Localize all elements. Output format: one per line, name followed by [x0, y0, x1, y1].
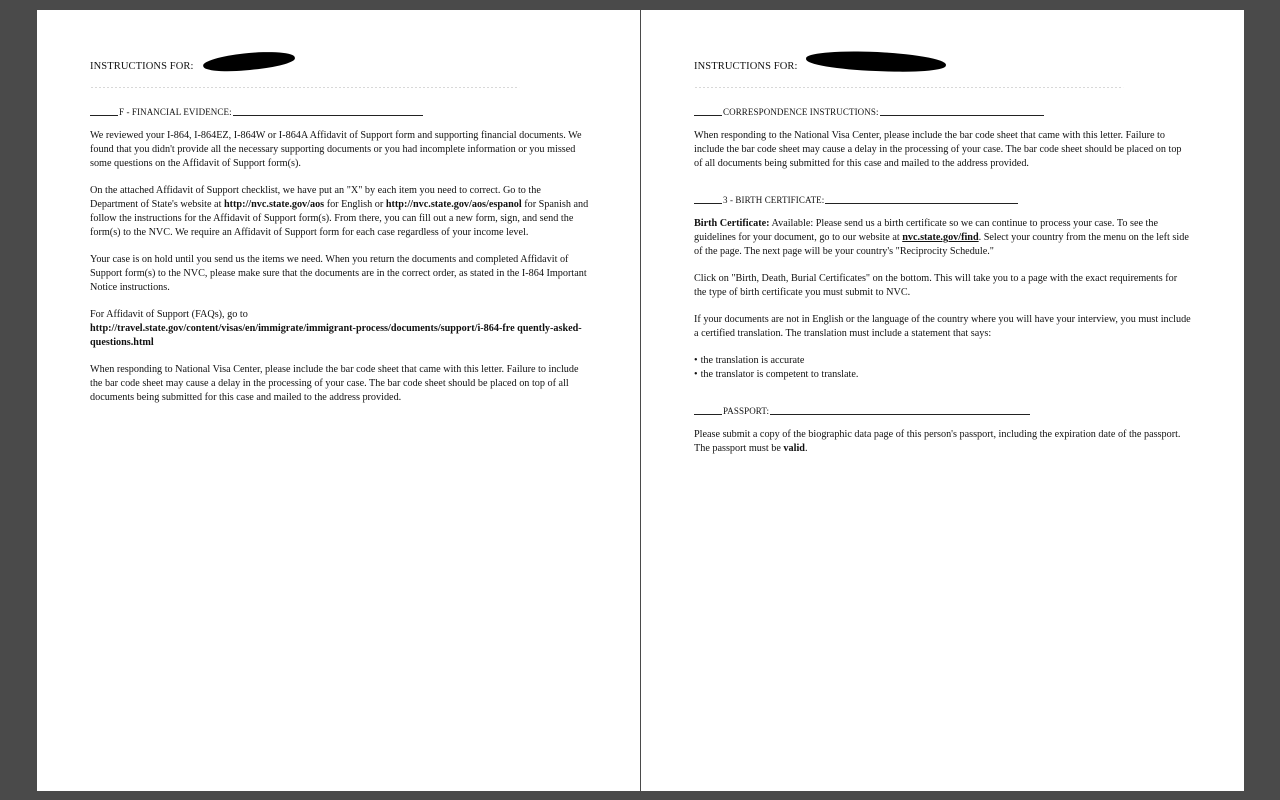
page-header: [694, 56, 1192, 74]
header-text: INSTRUCTIONS FOR:: [90, 61, 194, 72]
underline-trail: [770, 414, 1030, 415]
paragraph-review: We reviewed your I-864, I-864EZ, I-864W or I-864A Affidavit of Support form and supporting financial documents. We found that you didn't provide all the necessary supporting documents or you had incomplete information or you missed some questions on the Affidavit of Support form(s).: [90, 130, 582, 169]
text-span: .: [804, 443, 808, 454]
text-span: . Select your country from the menu on the left side of the page. The next page will be your country's "Reciprocity Schedule.": [694, 232, 1189, 257]
text-span: On the attached Affidavit of Support checklist, we have put an "X" by each item you need to correct. Go to the Department of State's website at: [90, 185, 541, 210]
link-faqs: http://travel.state.gov/content/visas/en/immigrate/immigrant-process/documents/support/i-864-fre quently-asked-questions.html: [90, 323, 582, 348]
link-aos-spanish: http://nvc.state.gov/aos/espanol: [385, 199, 522, 210]
header-text: INSTRUCTIONS FOR:: [694, 61, 798, 72]
link-nvc-find[interactable]: nvc.state.gov/find: [902, 232, 979, 243]
birth-certificate-label: Birth Certificate:: [694, 218, 770, 229]
link-aos-english: http://nvc.state.gov/aos: [223, 199, 325, 210]
section-title-correspondence: [694, 107, 1192, 117]
section-title-financial-evidence: [90, 107, 590, 117]
underline-lead: [90, 115, 118, 116]
redaction-mark: [806, 50, 947, 74]
section-label: PASSPORT:: [723, 406, 770, 416]
underline-lead: [694, 414, 722, 415]
section-title-passport: [694, 406, 1192, 416]
section-label: F - FINANCIAL EVIDENCE:: [119, 107, 232, 117]
paragraph-on-hold: Your case is on hold until you send us the items we need. When you return the documents and completed Affidavit of Support form(s) to the NVC, please make sure that the documents are in the correct order, as stated in the I-864 Important Notice instructions.: [90, 254, 587, 293]
page-content: [90, 56, 590, 405]
text-span: for English or: [324, 199, 386, 210]
page-content: [694, 56, 1192, 456]
underline-lead: [694, 203, 722, 204]
list-item: • the translation is accurate: [694, 354, 1192, 368]
paragraph-correspondence: When responding to the National Visa Center, please include the bar code sheet that came with this letter. Failure to include the bar code sheet may cause a delay in the processing of your case. The bar code sheet should be placed on top of all documents being submitted for this case and mailed to the address provided.: [694, 130, 1182, 169]
underline-trail: [233, 115, 423, 116]
paragraph-faqs: [90, 308, 590, 350]
zigzag-divider-graphic: [694, 87, 1125, 88]
document-page-right: [641, 10, 1244, 791]
translation-requirements-list: [694, 354, 1192, 382]
valid-emphasis: valid: [783, 443, 805, 454]
redaction-mark: [202, 48, 295, 75]
paragraph-birth-certificate: [694, 217, 1192, 259]
text-span: For Affidavit of Support (FAQs), go to: [90, 309, 248, 320]
text-span: Please submit a copy of the biographic data page of this person's passport, including the expiration date of the passport. The passport must be: [694, 429, 1181, 454]
list-item: • the translator is competent to translate.: [694, 368, 1192, 382]
section-label: CORRESPONDENCE INSTRUCTIONS:: [723, 107, 879, 117]
section-title-birth-certificate: [694, 195, 1192, 205]
text-span: Available: Please send us a birth certificate so we can continue to process your case. To see the guidelines for your document, go to our website at: [694, 218, 1158, 243]
page-header: [90, 56, 590, 74]
paragraph-checklist: [90, 184, 590, 240]
zigzag-divider: [694, 81, 1125, 88]
paragraph-bar-code: When responding to National Visa Center, please include the bar code sheet that came with this letter. Failure to include the bar code sheet may cause a delay in the processing of your case. The bar code sheet should be placed on top of all documents being submitted for this case and mailed to the address provided.: [90, 364, 579, 403]
zigzag-divider-graphic: [90, 87, 520, 88]
paragraph-burial-certificates: Click on "Birth, Death, Burial Certificates" on the bottom. This will take you to a page with the exact requirements for the type of birth certificate you must submit to NVC.: [694, 273, 1178, 298]
document-page-left: [37, 10, 640, 791]
underline-trail: [825, 203, 1018, 204]
section-label: 3 - BIRTH CERTIFICATE:: [723, 195, 825, 205]
zigzag-divider: [90, 81, 520, 88]
paragraph-passport: [694, 428, 1192, 456]
underline-trail: [880, 115, 1044, 116]
text-span: for Spanish and follow the instructions for the Affidavit of Support form(s). From there, you can fill out a new form, sign, and send the form(s) to the NVC. We require an Affidavit of Support form for each case regardless of your income level.: [90, 199, 589, 238]
paragraph-translation: If your documents are not in English or the language of the country where you will have your interview, you must include a certified translation. The translation must include a statement that says:: [694, 314, 1191, 339]
underline-lead: [694, 115, 722, 116]
